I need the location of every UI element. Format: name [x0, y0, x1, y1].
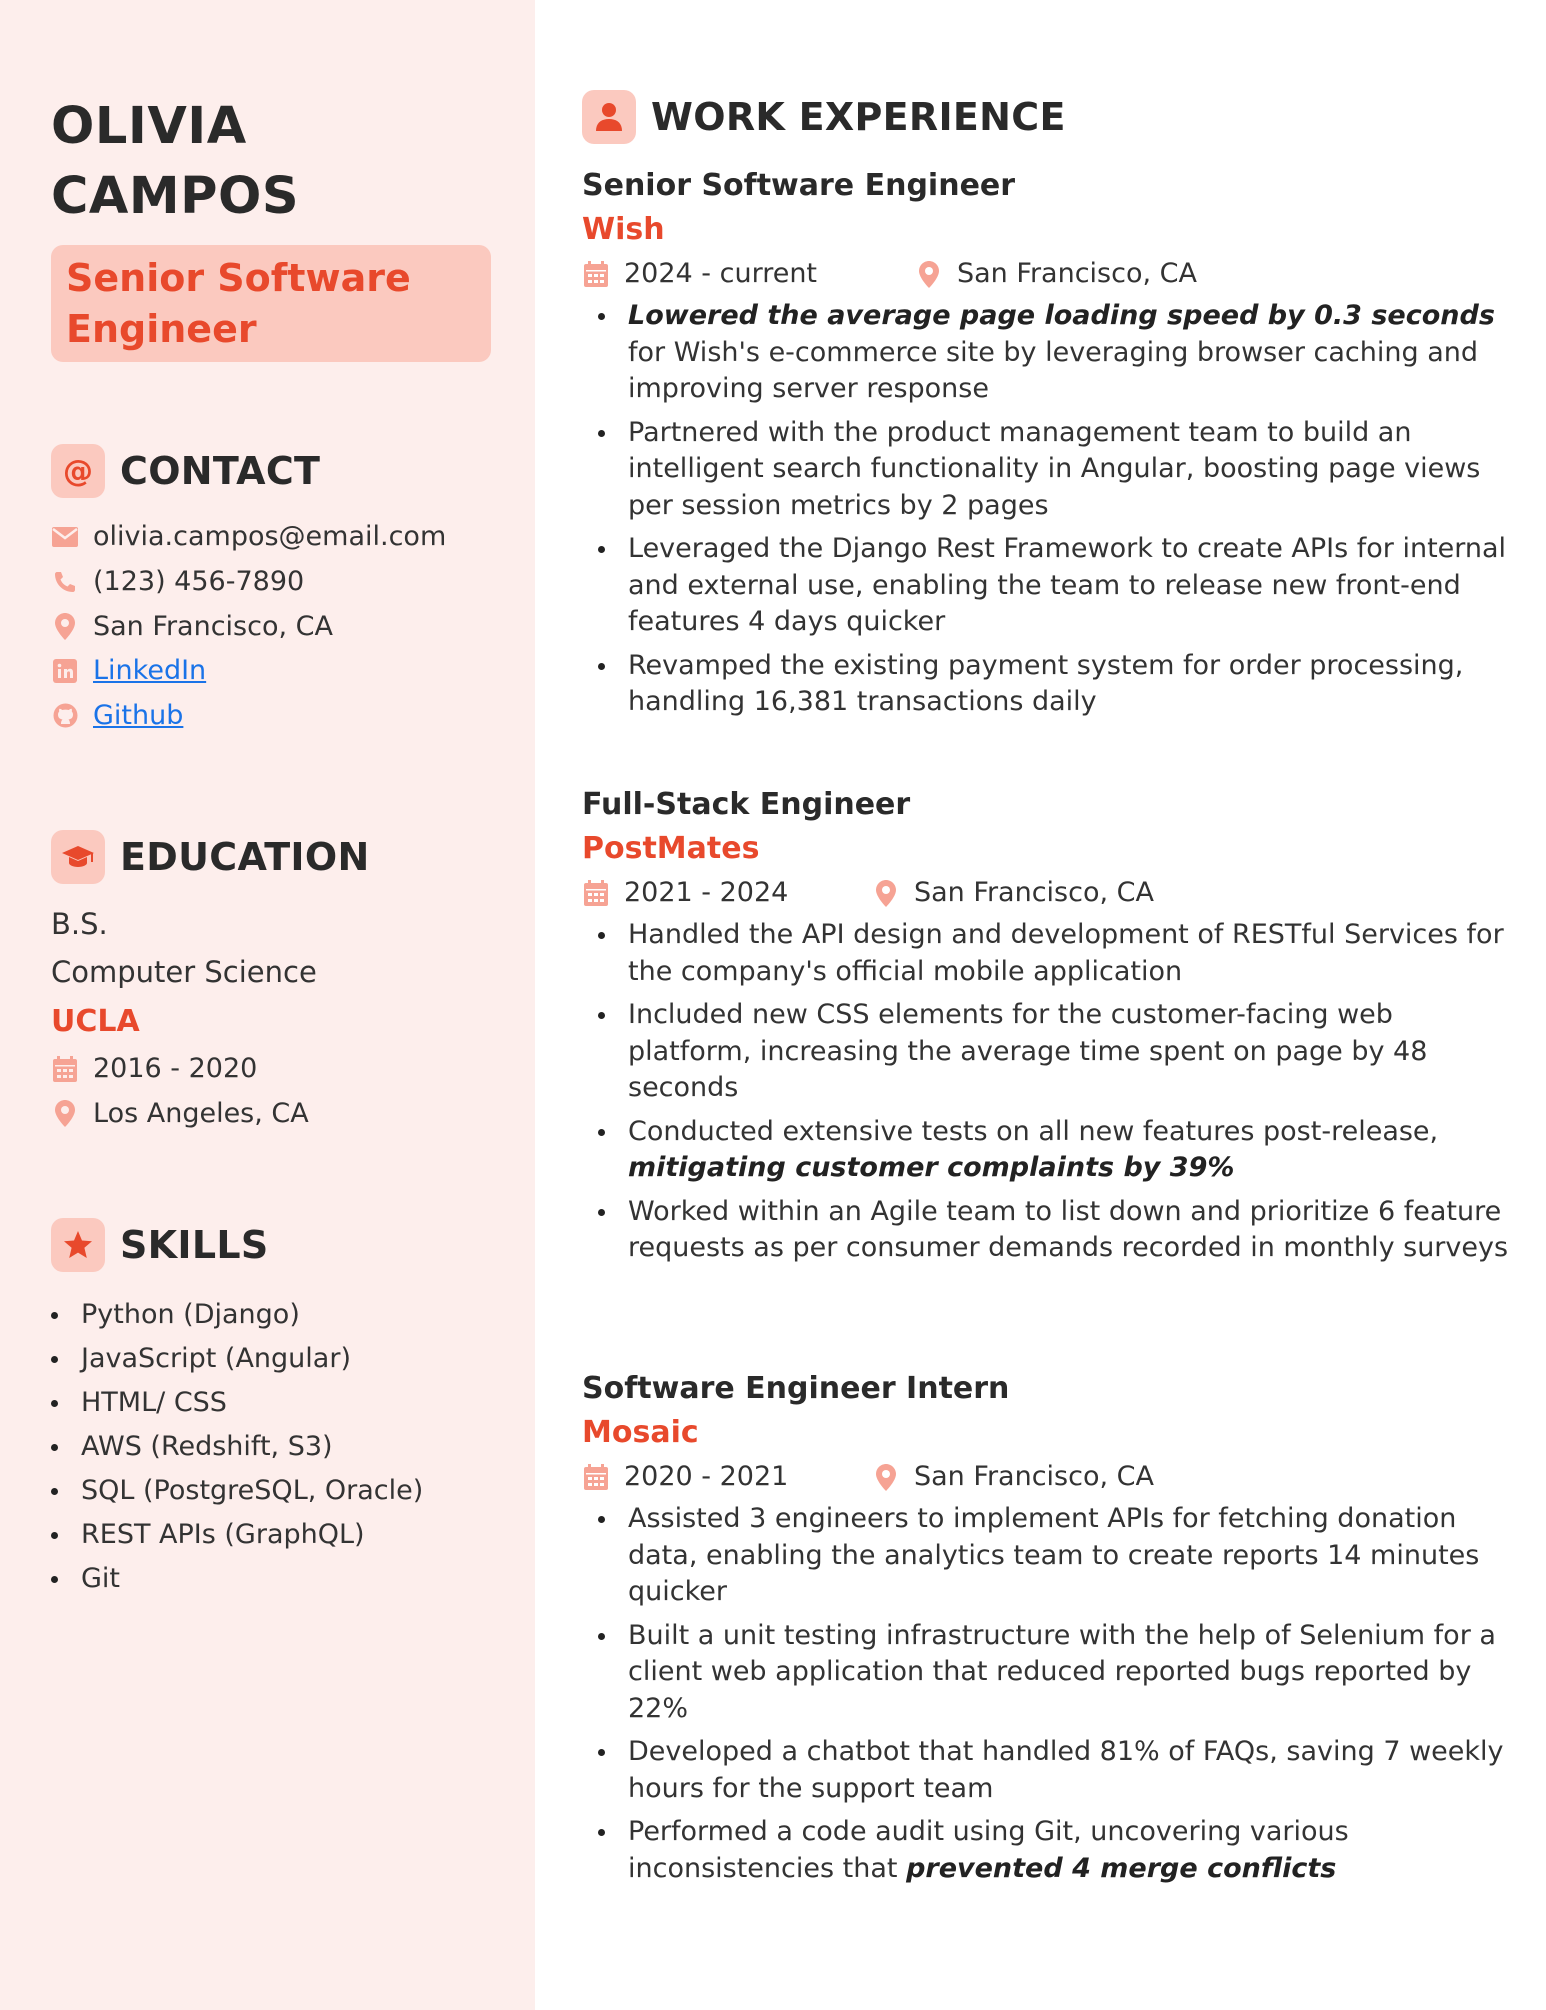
bullet-text: Performed a code audit using Git, uncovering various inconsistencies that	[628, 1816, 1349, 1884]
edu-location-row	[51, 1098, 309, 1129]
skill-item: REST APIs (GraphQL)	[51, 1513, 423, 1557]
star-icon	[51, 1218, 105, 1272]
name-first: OLIVIA	[51, 97, 247, 156]
calendar-icon	[582, 1463, 610, 1491]
envelope-icon	[51, 523, 79, 551]
bullet-text: Revamped the existing payment system for order processing, handling 16,381 transactions daily	[628, 649, 1464, 717]
bullet-bold: Lowered the average page loading speed by 0.3 seconds	[628, 300, 1495, 331]
graduation-cap-icon	[51, 830, 105, 884]
bullet-text: Included new CSS elements for the customer-facing web platform, increasing the average time spent on page by 48 seconds	[628, 999, 1428, 1103]
job-entry	[582, 166, 1512, 728]
job-bullet	[582, 997, 1512, 1107]
role-badge	[51, 245, 491, 362]
job-location-item	[872, 1457, 1154, 1497]
github-link[interactable]: Github	[93, 700, 184, 731]
contact-phone-row	[51, 566, 304, 597]
calendar-icon	[51, 1055, 79, 1083]
contact-phone: (123) 456-7890	[93, 566, 305, 597]
job-entry	[582, 1369, 1512, 1894]
job-company: PostMates	[582, 831, 760, 866]
job-company: Mosaic	[582, 1415, 699, 1450]
job-dates: 2024 - current	[624, 258, 818, 289]
bullet-text: Leveraged the Django Rest Framework to create APIs for internal and external use, enabling the team to release new front-end features 4 days quicker	[628, 533, 1507, 637]
edu-years-row	[51, 1053, 257, 1084]
bullet-bold: prevented 4 merge conflicts	[906, 1852, 1337, 1884]
skill-item: HTML/ CSS	[51, 1381, 423, 1425]
job-dates-item	[582, 254, 915, 294]
contact-location-row	[51, 611, 333, 642]
job-title: Full-Stack Engineer	[582, 787, 911, 822]
job-bullet	[582, 1501, 1512, 1611]
bullet-text: for Wish's e-commerce site by leveraging browser caching and improving server response	[628, 336, 1478, 404]
contact-github-row	[51, 700, 183, 731]
github-icon	[51, 702, 79, 730]
edu-field: Computer Science	[51, 955, 317, 989]
main-content	[582, 0, 1512, 2010]
contact-heading	[51, 444, 320, 498]
job-bullet	[582, 917, 1512, 990]
map-pin-icon	[915, 260, 943, 288]
map-pin-icon	[872, 1463, 900, 1491]
skills-title: SKILLS	[120, 1223, 269, 1267]
job-bullet	[582, 1734, 1512, 1807]
job-bullet	[582, 1618, 1512, 1728]
edu-degree: B.S.	[51, 907, 108, 941]
job-bullet	[582, 1114, 1512, 1187]
job-bullet	[582, 648, 1512, 721]
skill-item: Git	[51, 1557, 423, 1601]
job-location: San Francisco, CA	[957, 258, 1197, 289]
job-bullets	[582, 1501, 1512, 1887]
job-dates: 2021 - 2024	[624, 877, 789, 908]
job-location: San Francisco, CA	[914, 877, 1154, 908]
education-heading	[51, 830, 370, 884]
edu-school: UCLA	[51, 1004, 140, 1039]
job-meta	[582, 873, 1512, 913]
job-dates: 2020 - 2021	[624, 1461, 789, 1492]
job-bullets	[582, 298, 1512, 721]
bullet-bold: mitigating customer complaints by 39%	[628, 1152, 1235, 1183]
job-bullet	[582, 1814, 1512, 1887]
job-location: San Francisco, CA	[914, 1461, 1154, 1492]
contact-email[interactable]: olivia.campos@email.com	[93, 521, 447, 552]
calendar-icon	[582, 260, 610, 288]
job-bullet	[582, 298, 1512, 408]
job-dates-item	[582, 873, 872, 913]
linkedin-icon	[51, 657, 79, 685]
job-location-item	[872, 873, 1154, 913]
skills-heading	[51, 1218, 269, 1272]
job-location-item	[915, 254, 1197, 294]
work-heading	[582, 90, 1066, 144]
bullet-text: Assisted 3 engineers to implement APIs for fetching donation data, enabling the analytics team to create reports 14 minutes quicker	[628, 1503, 1480, 1607]
edu-location: Los Angeles, CA	[93, 1098, 309, 1129]
skill-item: JavaScript (Angular)	[51, 1337, 423, 1381]
job-bullet	[582, 415, 1512, 525]
bullet-text: Developed a chatbot that handled 81% of FAQs, saving 7 weekly hours for the support team	[628, 1736, 1504, 1804]
job-entry	[582, 785, 1512, 1274]
contact-location: San Francisco, CA	[93, 611, 333, 642]
work-title: WORK EXPERIENCE	[651, 95, 1066, 139]
at-sign-icon	[51, 444, 105, 498]
linkedin-link[interactable]: LinkedIn	[93, 655, 207, 686]
name-last: CAMPOS	[51, 167, 300, 226]
bullet-text: Built a unit testing infrastructure with the help of Selenium for a client web application that reduced reported bugs reported by 22%	[628, 1619, 1496, 1724]
skill-item: Python (Django)	[51, 1293, 423, 1337]
education-title: EDUCATION	[120, 835, 370, 879]
map-pin-icon	[51, 613, 79, 641]
contact-email-row	[51, 521, 446, 552]
skills-list	[51, 1293, 423, 1601]
map-pin-icon	[51, 1100, 79, 1128]
edu-years: 2016 - 2020	[93, 1053, 258, 1084]
job-dates-item	[582, 1457, 872, 1497]
map-pin-icon	[872, 879, 900, 907]
calendar-icon	[582, 879, 610, 907]
job-title: Senior Software Engineer	[582, 168, 1016, 203]
job-meta	[582, 254, 1512, 294]
contact-title: CONTACT	[120, 449, 321, 493]
job-bullets	[582, 917, 1512, 1267]
job-company: Wish	[582, 212, 665, 247]
bullet-text: Worked within an Agile team to list down and prioritize 6 feature requests as per consumer demands recorded in monthly surveys	[628, 1195, 1509, 1263]
contact-linkedin-row	[51, 655, 206, 686]
skill-item: AWS (Redshift, S3)	[51, 1425, 423, 1469]
phone-icon	[51, 568, 79, 596]
bullet-text: Conducted extensive tests on all new features post-release,	[628, 1115, 1439, 1147]
bullet-text: Handled the API design and development of RESTful Services for the company's official mobile application	[628, 919, 1504, 987]
candidate-name	[51, 92, 501, 232]
bullet-text: Partnered with the product management team to build an intelligent search functionality in Angular, boosting page views per session metrics by 2 pages	[628, 416, 1481, 521]
job-bullet	[582, 531, 1512, 641]
job-meta	[582, 1457, 1512, 1497]
skill-item: SQL (PostgreSQL, Oracle)	[51, 1469, 423, 1513]
at-sign-glyph: @	[63, 453, 93, 489]
person-icon	[582, 90, 636, 144]
job-title: Software Engineer Intern	[582, 1371, 1010, 1406]
role-title: Senior Software Engineer	[66, 256, 411, 351]
job-bullet	[582, 1194, 1512, 1267]
